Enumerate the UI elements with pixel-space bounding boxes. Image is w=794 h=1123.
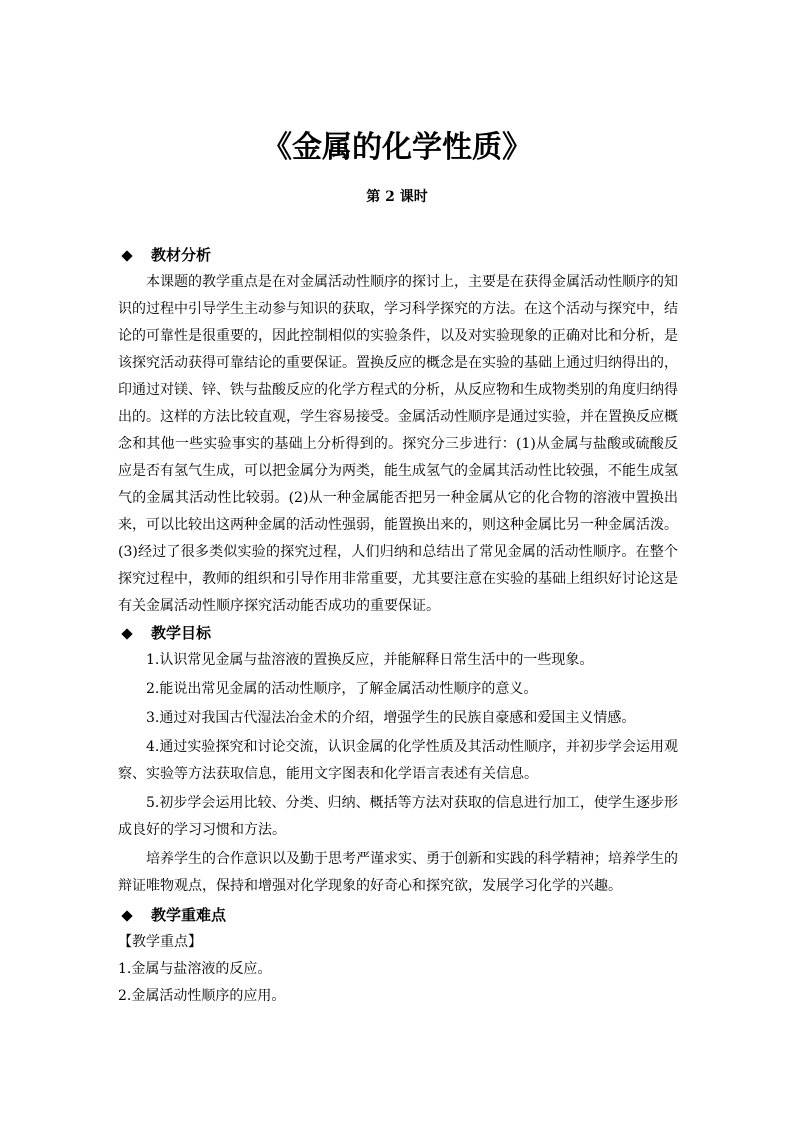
goal-item: 1.认识常见金属与盐溶液的置换反应，并能解释日常生活中的一些现象。	[146, 652, 594, 668]
goal-item: 3.通过对我国古代湿法冶金术的介绍，增强学生的民族自豪感和爱国主义情感。	[146, 710, 636, 726]
document-body	[118, 242, 678, 1010]
section-heading-analysis	[118, 242, 678, 269]
keypoints-label: 【教学重点】	[118, 934, 202, 950]
goal-item: 5.初步学会运用比较、分类、归纳、概括等方法对获取的信息进行加工，使学生逐步形成良好的学习习惯和方法。	[118, 795, 678, 838]
diamond-bullet-icon	[121, 250, 132, 261]
diamond-bullet-icon	[121, 628, 132, 639]
diamond-bullet-icon	[121, 910, 132, 921]
keypoint-item: 1.金属与盐溶液的反应。	[118, 961, 272, 977]
analysis-paragraph: 本课题的教学重点是在对金属活动性顺序的探讨上，主要是在获得金属活动性顺序的知识的过程中引导学生主动参与知识的获取，学习科学探究的方法。在这个活动与探究中，结论的可靠性是很重要的，因此控制相似的实验条件，以及对实验现象的正确对比和分析，是该探究活动获得可靠结论的重要保证。置换反应的概念是在实验的基础上通过归纳得出的，印通过对镁、锌、铁与盐酸反应的化学方程式的分析，从反应物和生成物类别的角度归纳得出的。这样的方法比较直观，学生容易接受。金属活动性顺序是通过实验，并在置换反应概念和其他一些实验事实的基础上分析得到的。探究分三步进行：(1)从金属与盐酸或硫酸反应是否有氢气生成，可以把金属分为两类，能生成氢气的金属其活动性比较强，不能生成氢气的金属其活动性比较弱。(2)从一种金属能否把另一种金属从它的化合物的溶液中置换出来，可以比较出这两种金属的活动性强弱，能置换出来的，则这种金属比另一种金属活泼。(3)经过了很多类似实验的探究过程，人们归纳和总结出了常见金属的活动性顺序。在整个探究过程中，教师的组织和引导作用非常重要，尤其要注意在实验的基础上组织好讨论这是有关金属活动性顺序探究活动能否成功的重要保证。	[118, 274, 678, 614]
keypoint-item: 2.金属活动性顺序的应用。	[118, 988, 286, 1004]
goal-item: 4.通过实验探究和讨论交流，认识金属的化学性质及其活动性顺序，并初步学会运用观察、实验等方法获取信息，能用文字图表和化学语言表述有关信息。	[118, 739, 678, 782]
section-heading-text: 教学目标	[151, 624, 212, 642]
document-title: 《金属的化学性质》	[262, 130, 532, 165]
section-heading-goals	[118, 620, 678, 647]
goal-item: 培养学生的合作意识以及勤于思考严谨求实、勇于创新和实践的科学精神；培养学生的辩证唯物观点，保持和增强对化学现象的好奇心和探究欲，发展学习化学的兴趣。	[118, 851, 678, 894]
goal-item: 2.能说出常见金属的活动性顺序，了解金属活动性顺序的意义。	[146, 681, 538, 697]
section-heading-text: 教材分析	[151, 246, 212, 264]
section-heading-keypoints	[118, 902, 678, 929]
section-heading-text: 教学重难点	[151, 906, 227, 924]
document-subtitle: 第 2 课时	[366, 189, 428, 205]
